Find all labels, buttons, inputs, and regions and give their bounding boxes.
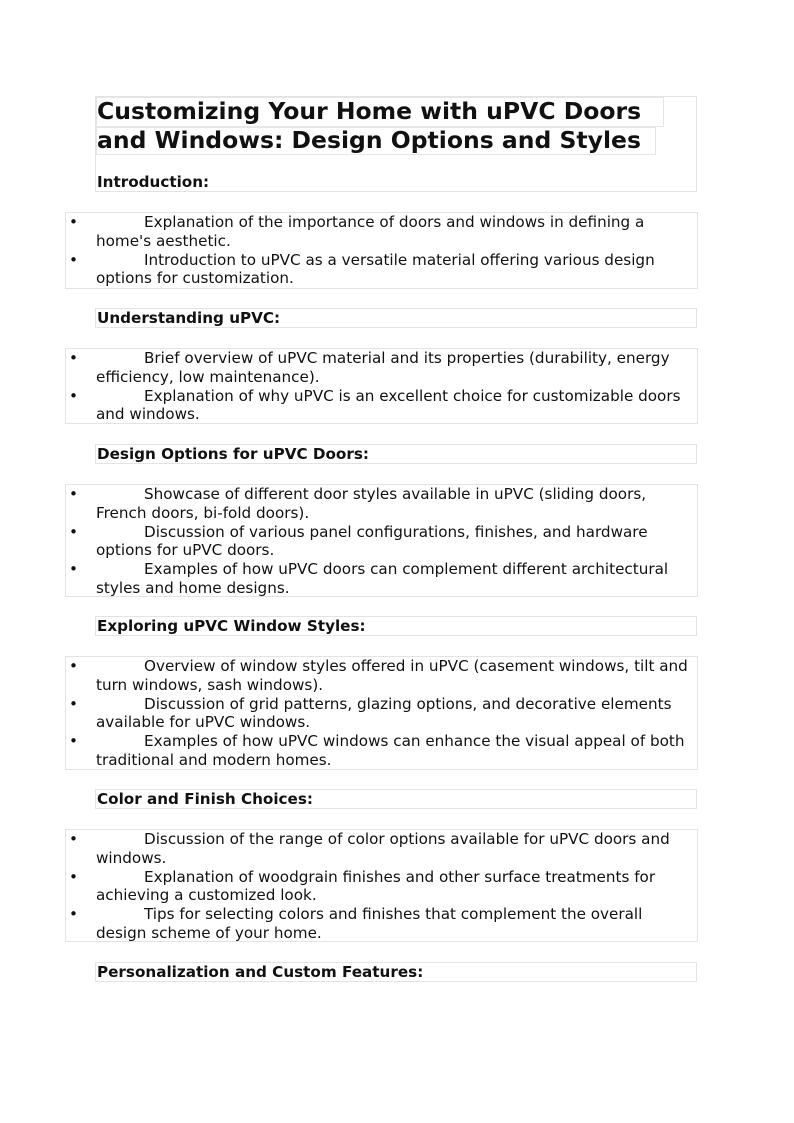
bullet-icon: • (69, 560, 78, 579)
list-item (66, 349, 697, 387)
list-item (66, 213, 697, 251)
section-heading-box-color (95, 789, 697, 809)
list-introduction (65, 212, 698, 289)
list-design-doors (65, 484, 698, 597)
list-item (66, 830, 697, 868)
title-line-2: and Windows: Design Options and Styles (97, 125, 641, 154)
section-heading-box-doors (95, 444, 697, 464)
list-item (66, 732, 697, 770)
list-color-finish (65, 829, 698, 942)
section-heading-color-finish: Color and Finish Choices: (97, 790, 313, 808)
list-item (66, 387, 697, 425)
bullet-icon: • (69, 386, 78, 405)
list-item (66, 251, 697, 289)
list-item (66, 868, 697, 906)
section-heading-box-understanding (95, 308, 697, 328)
list-item (66, 905, 697, 943)
list-item-text: Explanation of the importance of doors and windows in defining a home's aesthetic. (96, 213, 645, 250)
list-item-text: Brief overview of uPVC material and its properties (durability, energy efficiency, low maintenance). (96, 349, 670, 386)
list-item (66, 560, 697, 598)
list-understanding (65, 348, 698, 424)
list-window-styles (65, 656, 698, 770)
list-item-text: Explanation of why uPVC is an excellent choice for customizable doors and windows. (96, 386, 681, 424)
list-item-text: Discussion of grid patterns, glazing options, and decorative elements available for uPVC windows. (96, 694, 672, 732)
list-item-text: Introduction to uPVC as a versatile material offering various design options for customization. (96, 250, 655, 288)
document-title (97, 97, 677, 154)
bullet-icon: • (69, 213, 78, 231)
bullet-icon: • (69, 657, 78, 675)
title-line-1: Customizing Your Home with uPVC Doors (97, 97, 642, 125)
list-item (66, 695, 697, 733)
section-heading-box-personalization (95, 962, 697, 982)
section-heading-understanding-upvc: Understanding uPVC: (97, 309, 281, 327)
list-item (66, 485, 697, 523)
bullet-icon: • (69, 349, 78, 367)
list-item-text: Examples of how uPVC doors can complement different architectural styles and home designs. (96, 560, 669, 597)
list-item-text: Showcase of different door styles available in uPVC (sliding doors, French doors, bi-fold doors). (96, 485, 647, 522)
section-heading-design-options-doors: Design Options for uPVC Doors: (97, 445, 369, 463)
list-item-text: Explanation of woodgrain finishes and other surface treatments for achieving a customized look. (96, 867, 656, 905)
list-item (66, 523, 697, 561)
section-heading-introduction: Introduction: (97, 173, 210, 191)
list-item-text: Discussion of the range of color options available for uPVC doors and windows. (96, 830, 670, 867)
bullet-icon: • (69, 732, 78, 751)
list-item-text: Discussion of various panel configurations, finishes, and hardware options for uPVC doors. (96, 522, 648, 560)
bullet-icon: • (69, 905, 78, 924)
section-heading-window-styles: Exploring uPVC Window Styles: (97, 617, 366, 635)
bullet-icon: • (69, 830, 78, 848)
bullet-icon: • (69, 485, 78, 503)
list-item-text: Overview of window styles offered in uPVC (casement windows, tilt and turn windows, sash windows). (96, 657, 688, 694)
list-item-text: Tips for selecting colors and finishes that complement the overall design scheme of your home. (96, 905, 643, 942)
list-item (66, 657, 697, 695)
bullet-icon: • (69, 522, 78, 541)
bullet-icon: • (69, 867, 78, 886)
bullet-icon: • (69, 694, 78, 713)
section-heading-personalization: Personalization and Custom Features: (97, 963, 424, 981)
list-item-text: Examples of how uPVC windows can enhance the visual appeal of both traditional and modern homes. (96, 732, 685, 769)
bullet-icon: • (69, 250, 78, 269)
title-block (95, 96, 697, 192)
section-heading-box-windows (95, 616, 697, 636)
